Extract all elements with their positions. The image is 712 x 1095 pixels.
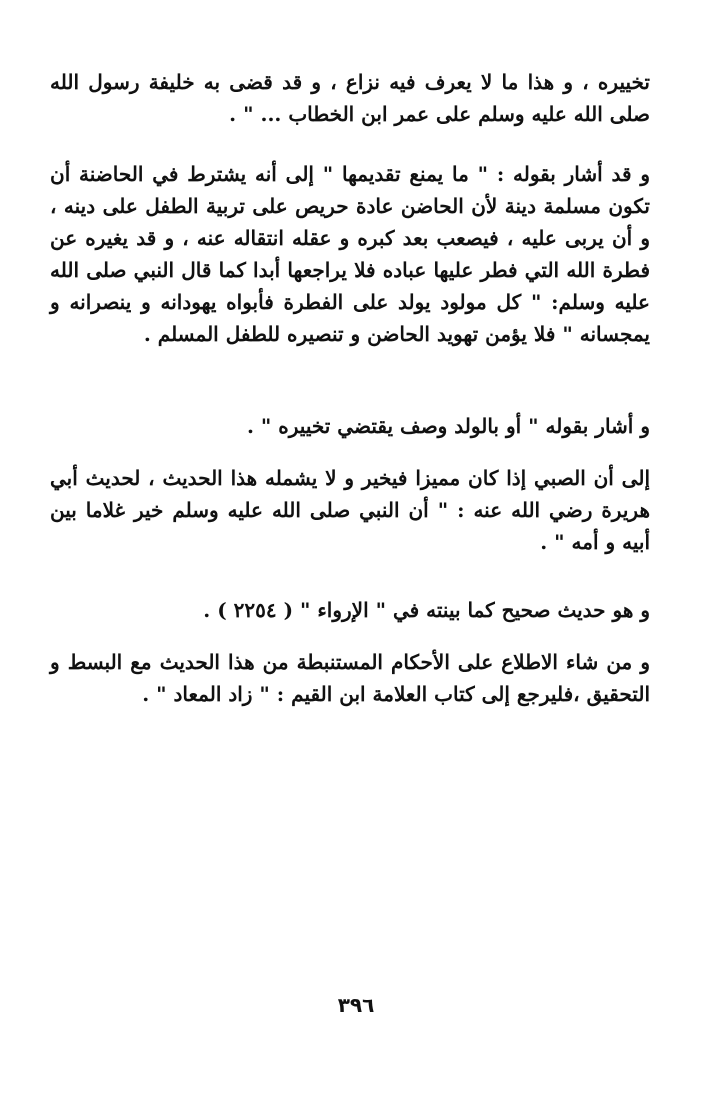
paragraph-1: تخييره ، و هذا ما لا يعرف فيه نزاع ، و قد قضى به خليفة رسول الله صلى الله عليه وسلم على عمر ابن الخطاب ... " . <box>50 70 650 126</box>
paragraph-4: إلى أن الصبي إذا كان مميزا فيخير و لا يشمله هذا الحديث ، لحديث أبي هريرة رضي الله عنه : " أن النبي صلى الله عليه وسلم خير غلاما بين أبيه و أمه " . <box>50 466 650 554</box>
paragraph-5: و هو حديث صحيح كما بينته في " الإرواء " ( ٢٢٥٤ ) . <box>203 598 650 622</box>
paragraph-6: و من شاء الاطلاع على الأحكام المستنبطة من هذا الحديث مع البسط و التحقيق ،فليرجع إلى كتاب العلامة ابن القيم : " زاد المعاد " . <box>50 650 650 706</box>
paragraph-2: و قد أشار بقوله : " ما يمنع تقديمها " إلى أنه يشترط في الحاضنة أن تكون مسلمة دينة لأن الحاضن عادة حريص على تربية الطفل على دينه ، و أن يربى عليه ، فيصعب بعد كبره و عقله انتقاله عنه ، و قد يغيره عن فطرة الله التي فطر عليها عباده فلا يراجعها أبدا كما قال النبي صلى الله عليه وسلم: " كل مولود يولد على الفطرة فأبواه يهودانه و ينصرانه و يمجسانه " فلا يؤمن تهويد الحاضن و تنصيره للطفل المسلم . <box>50 162 650 346</box>
paragraph-3: و أشار بقوله " أو بالولد وصف يقتضي تخييره " . <box>246 414 650 438</box>
page-number: ٣٩٦ <box>337 993 375 1017</box>
